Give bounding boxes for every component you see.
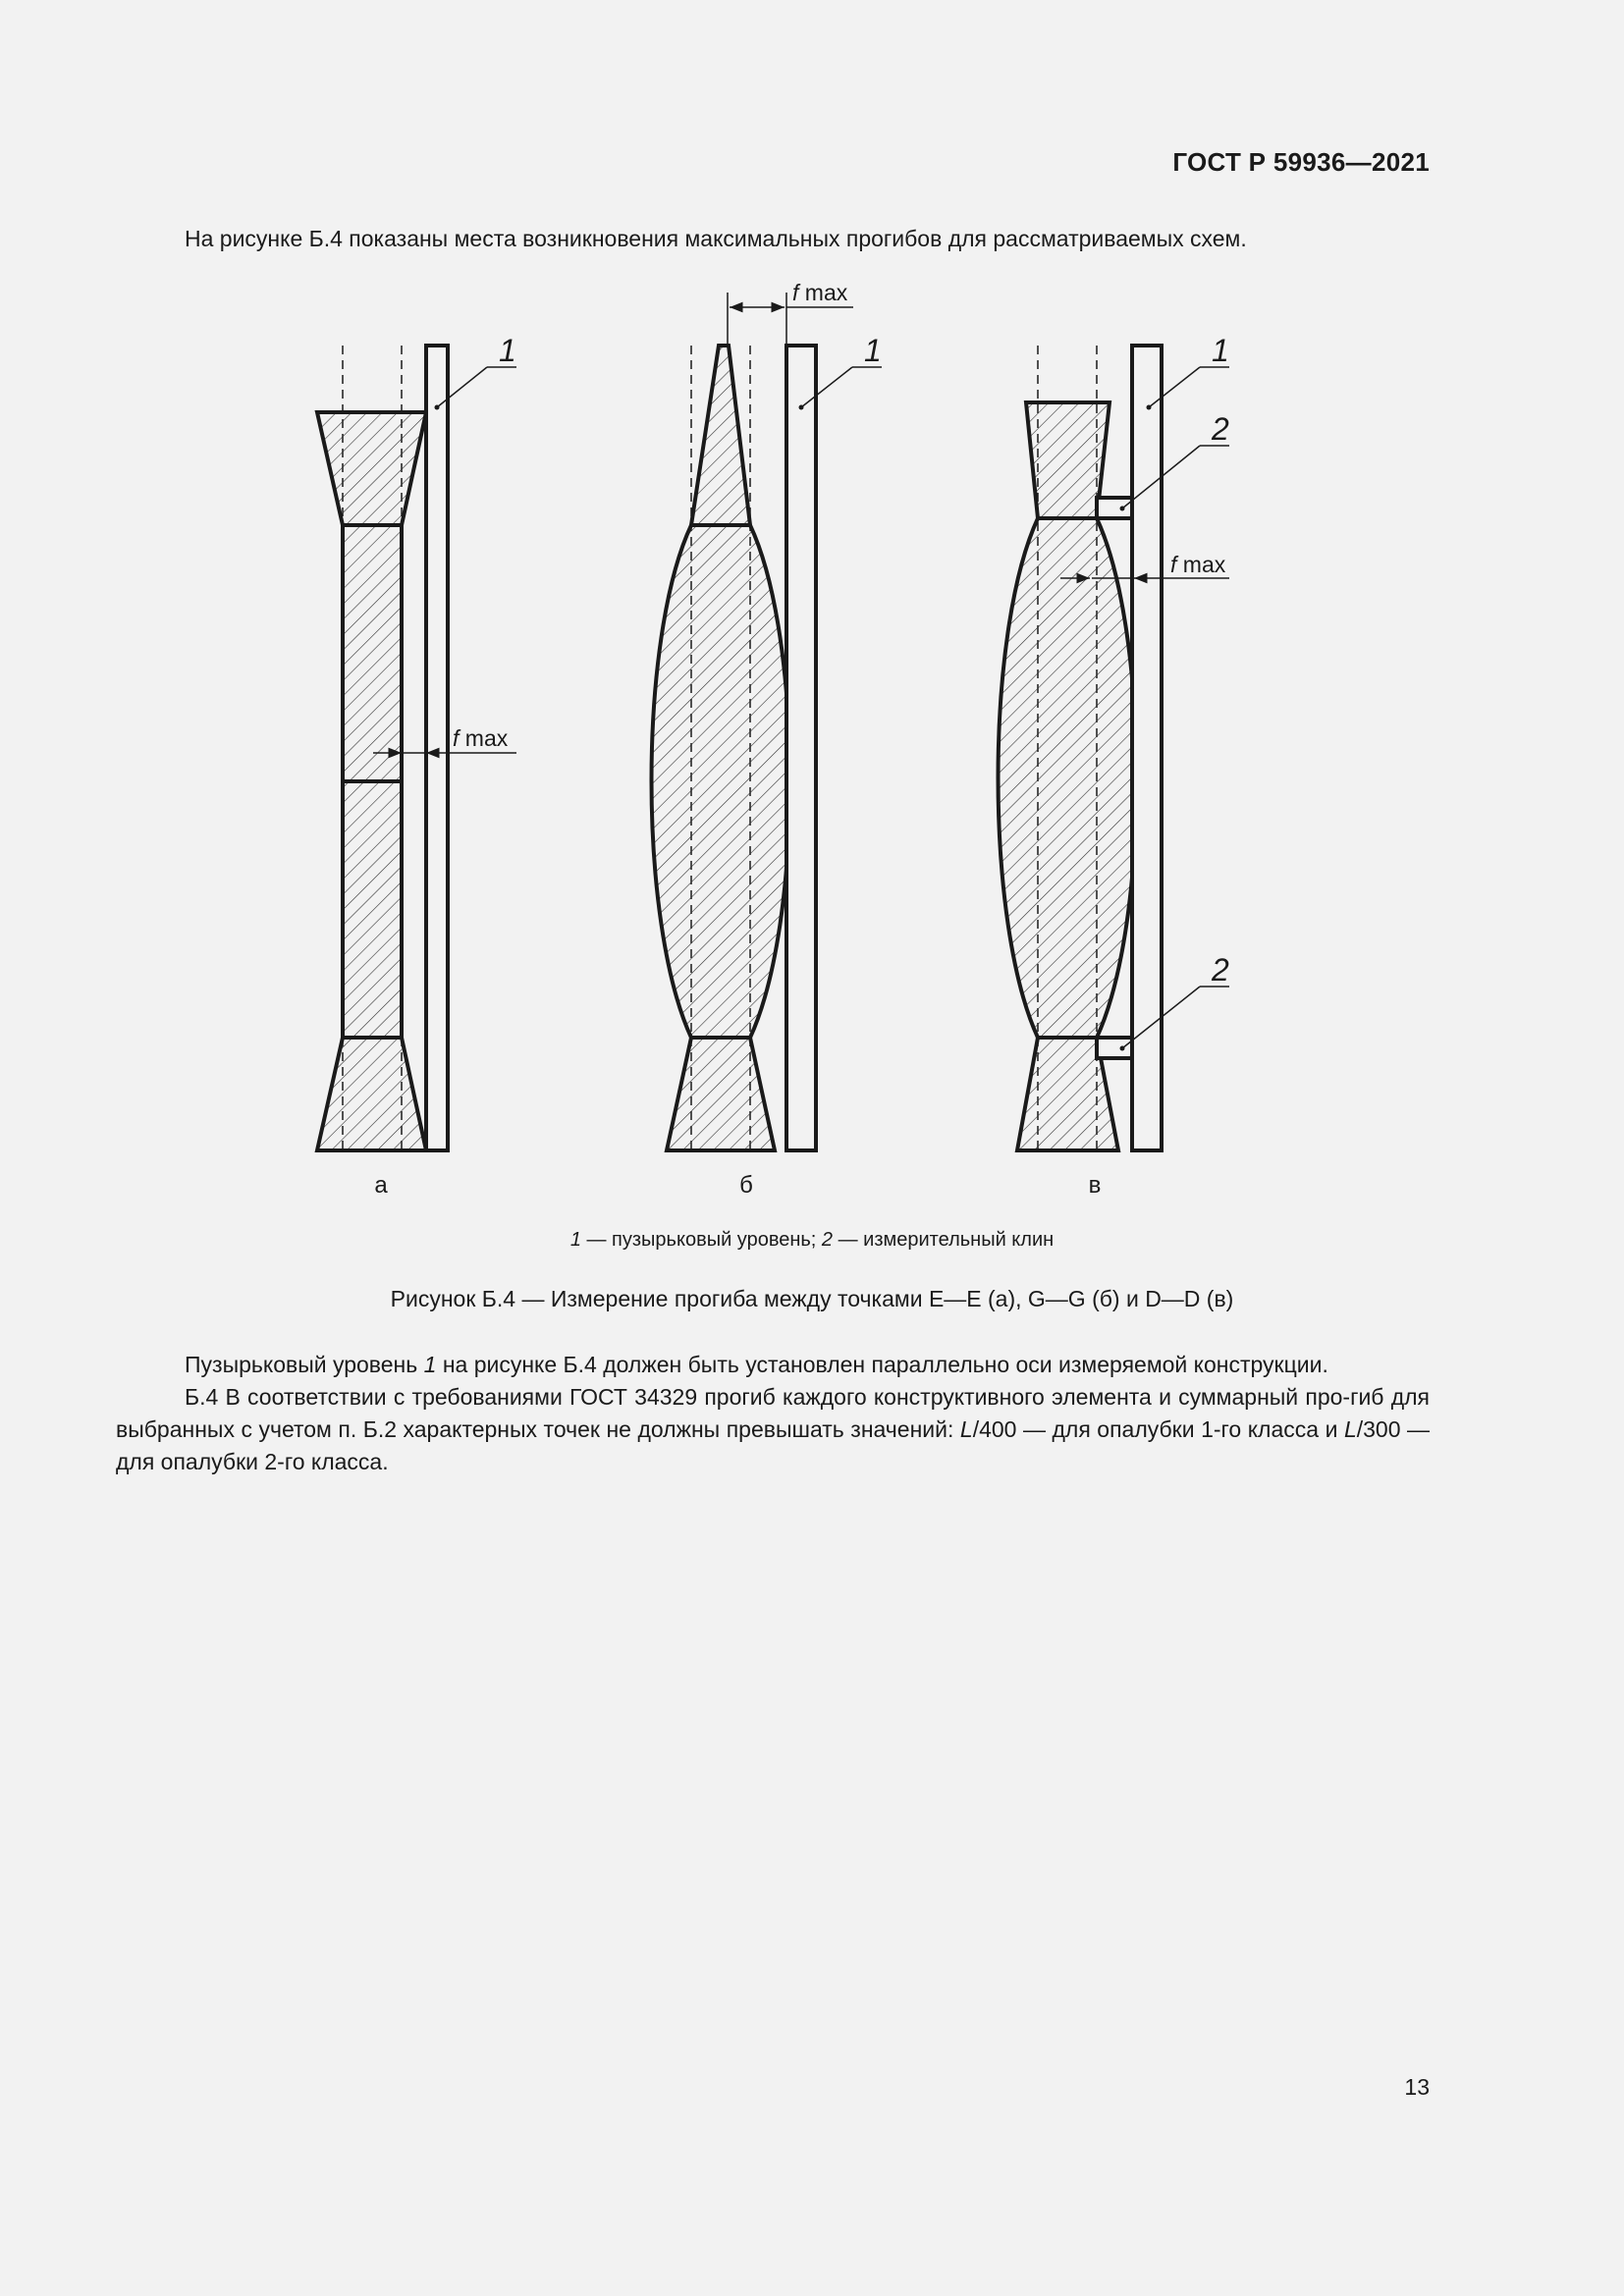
callout-label-v-2a: 2 — [1212, 411, 1229, 447]
callout-label-a-1: 1 — [499, 333, 516, 368]
fmax-label-a — [453, 725, 509, 751]
measuring-wedge-bottom — [1097, 1038, 1132, 1058]
document-code: ГОСТ Р 59936—2021 — [1172, 147, 1430, 177]
column-segment-a-upper — [343, 525, 402, 781]
p2-part-c: /300 — для опалубки 2-го класса. — [116, 1416, 1431, 1474]
callout-label-v-2b: 2 — [1212, 952, 1229, 988]
paragraph-b4 — [116, 1381, 1430, 1478]
support-top-a — [317, 412, 426, 525]
p2-part-b: /400 — для опалубки 1-го класса и — [972, 1416, 1344, 1442]
legend-num-2: 2 — [821, 1229, 834, 1251]
intro-paragraph: На рисунке Б.4 показаны места возникновения максимальных прогибов для рассматриваемых схем. — [185, 226, 1247, 251]
fmax-f-b: f — [792, 280, 799, 305]
figure-b4 — [0, 275, 1624, 1266]
bubble-level-a — [426, 346, 448, 1150]
fmax-text-a: max — [459, 725, 509, 751]
fmax-f-v: f — [1170, 552, 1177, 577]
fmax-f-a: f — [453, 725, 460, 751]
measuring-wedge-top — [1097, 498, 1132, 518]
body-text — [116, 1349, 1430, 1478]
column-bowed-b — [652, 525, 790, 1038]
support-bottom-b — [667, 1038, 775, 1150]
fmax-label-v — [1170, 552, 1226, 577]
fmax-text-b: max — [798, 280, 848, 305]
panel-letter-a: а — [374, 1172, 388, 1199]
fmax-text-v: max — [1176, 552, 1226, 577]
column-bowed-v — [999, 518, 1137, 1038]
panel-a — [317, 333, 516, 1199]
page-number: 13 — [1404, 2074, 1430, 2100]
support-bottom-a — [317, 1038, 426, 1150]
p2-L-1: L — [959, 1416, 973, 1442]
paragraph-1 — [116, 1349, 1430, 1381]
p1-part-b: на рисунке Б.4 должен быть установлен параллельно оси измеряемой конструкции. — [436, 1352, 1328, 1377]
legend-text-1: — пузырьковый уровень; — [580, 1229, 822, 1251]
panel-letter-v: в — [1088, 1172, 1102, 1199]
fmax-label-b — [792, 280, 848, 305]
column-segment-a-lower — [343, 781, 402, 1038]
callout-label-v-1: 1 — [1212, 333, 1229, 368]
p2-part-a: Б.4 В соответствии с требованиями ГОСТ 34329 прогиб каждого конструктивного элемента и суммарный про-гиб для выбранных с учетом п. Б.2 характерных точек не должны превышать значений: — [116, 1384, 1430, 1442]
callout-label-b-1: 1 — [864, 333, 882, 368]
support-top-b — [691, 346, 750, 525]
p1-part-a: Пузырьковый уровень — [185, 1352, 424, 1377]
panel-letter-b: б — [739, 1172, 753, 1199]
legend-text-2: — измерительный клин — [833, 1229, 1055, 1251]
p2-L-2: L — [1343, 1416, 1357, 1442]
bubble-level-b — [786, 346, 816, 1150]
panel-b — [652, 280, 883, 1199]
figure-legend — [0, 1229, 1624, 1252]
figure-caption: Рисунок Б.4 — Измерение прогиба между точками E—E (а), G—G (б) и D—D (в) — [390, 1286, 1234, 1311]
legend-num-1: 1 — [569, 1229, 581, 1251]
p1-italic: 1 — [423, 1352, 437, 1377]
figure-drawing — [0, 275, 1624, 1266]
panel-v — [999, 333, 1230, 1199]
